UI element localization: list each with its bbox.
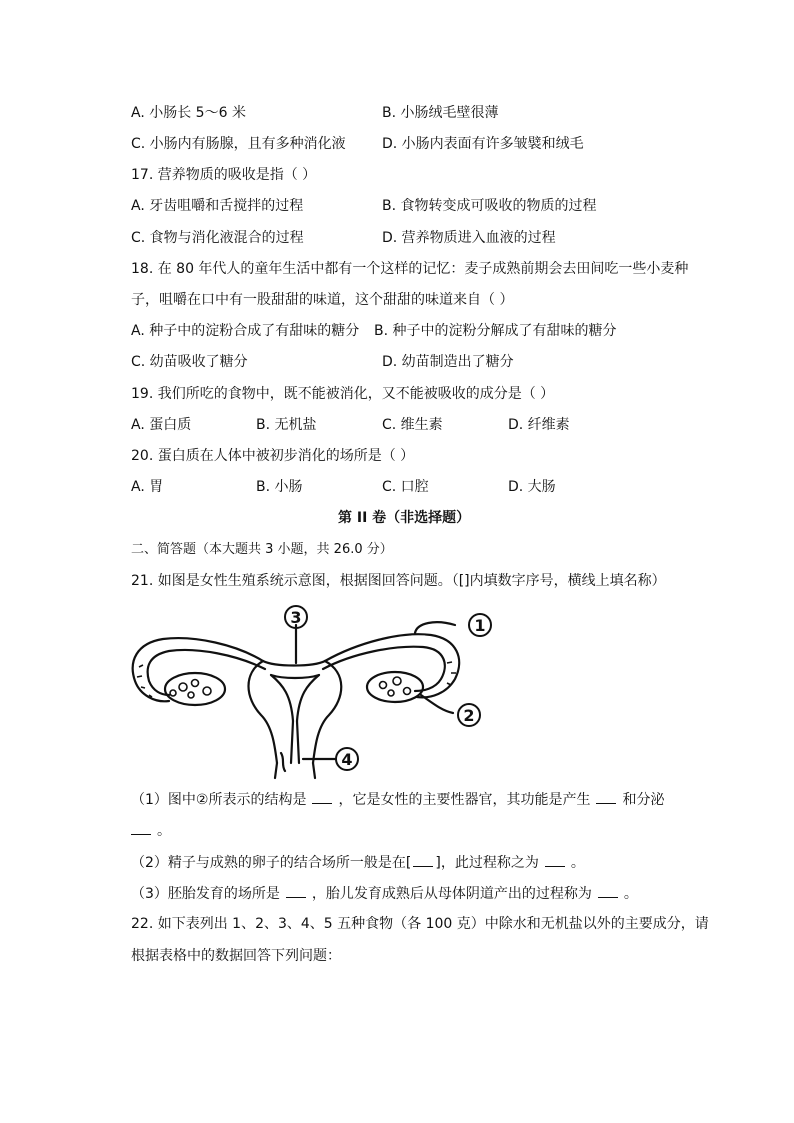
q21-part2-text-a: （2）精子与成熟的卵子的结合场所一般是在[ [131, 855, 412, 871]
answer-blank[interactable] [413, 852, 433, 867]
q19-option-d: D. 纤维素 [508, 417, 570, 433]
q21-part1-text-a: （1）图中②所表示的结构是 [131, 792, 307, 808]
q17-stem: 17. 营养物质的吸收是指（ ） [131, 167, 317, 183]
q18-option-c: C. 幼苗吸收了糖分 [131, 354, 248, 370]
q19-stem: 19. 我们所吃的食物中，既不能被消化，又不能被吸收的成分是（ ） [131, 386, 555, 402]
q16-option-c: C. 小肠内有肠腺，且有多种消化液 [131, 136, 346, 152]
q21-part3-text-a: （3）胚胎发育的场所是 [131, 886, 280, 902]
svg-text:3: 3 [290, 608, 302, 627]
q20-option-d: D. 大肠 [508, 479, 556, 495]
answer-blank[interactable] [312, 789, 332, 804]
q20-option-b: B. 小肠 [256, 479, 303, 495]
q19-option-c: C. 维生素 [382, 417, 443, 433]
q18-option-b: B. 种子中的淀粉分解成了有甜味的糖分 [374, 323, 617, 339]
female-reproductive-system-diagram [125, 603, 510, 781]
q21-part1-text-b: ，它是女性的主要性器官，其功能是产生 [338, 792, 591, 808]
q21-part1-end: 。 [157, 823, 171, 839]
q16-option-a: A. 小肠长 5～6 米 [131, 105, 246, 121]
label-1 [469, 614, 491, 636]
section2-title: 第 II 卷（非选择题） [338, 510, 471, 526]
q17-option-c: C. 食物与消化液混合的过程 [131, 230, 304, 246]
q19-option-b: B. 无机盐 [256, 417, 317, 433]
q22-stem-line1: 22. 如下表列出 1、2、3、4、5 五种食物（各 100 克）中除水和无机盐以外的主要成分，请 [131, 916, 709, 932]
q17-option-d: D. 营养物质进入血液的过程 [382, 230, 556, 246]
q20-option-c: C. 口腔 [382, 479, 429, 495]
answer-blank[interactable] [598, 883, 618, 898]
q18-stem-line1: 18. 在 80 年代人的童年生活中都有一个这样的记忆：麦子成熟前期会去田间吃一些小麦种 [131, 261, 689, 277]
answer-blank[interactable] [286, 883, 306, 898]
q16-option-b: B. 小肠绒毛壁很薄 [382, 105, 499, 121]
label-4 [336, 748, 358, 770]
q16-option-d: D. 小肠内表面有许多皱襞和绒毛 [382, 136, 584, 152]
answer-blank[interactable] [545, 852, 565, 867]
q18-option-a: A. 种子中的淀粉合成了有甜味的糖分 [131, 323, 360, 339]
q21-part1-text-c: 和分泌 [622, 792, 665, 808]
q21-part1 [131, 789, 664, 810]
q22-stem-line2: 根据表格中的数据回答下列问题： [131, 948, 341, 964]
q21-part2-text-b: ]，此过程称之为 [435, 855, 539, 871]
q21-part1-cont [131, 820, 171, 841]
svg-text:1: 1 [474, 616, 486, 635]
q21-part3-end: 。 [623, 886, 638, 902]
answer-blank[interactable] [596, 789, 616, 804]
svg-text:2: 2 [463, 706, 475, 725]
section2-heading: 二、简答题（本大题共 3 小题，共 26.0 分） [131, 542, 393, 557]
q19-option-a: A. 蛋白质 [131, 417, 192, 433]
q21-part2-end: 。 [570, 855, 585, 871]
q21-part3-text-b: ，胎儿发育成熟后从母体阴道产出的过程称为 [311, 886, 592, 902]
label-2 [458, 704, 480, 726]
q21-part2 [131, 852, 585, 873]
q18-option-d: D. 幼苗制造出了糖分 [382, 354, 514, 370]
q17-option-a: A. 牙齿咀嚼和舌搅拌的过程 [131, 198, 304, 214]
answer-blank[interactable] [131, 820, 151, 835]
q18-stem-line2: 子，咀嚼在口中有一股甜甜的味道，这个甜甜的味道来自（ ） [131, 292, 514, 308]
svg-text:4: 4 [341, 750, 353, 769]
q20-stem: 20. 蛋白质在人体中被初步消化的场所是（ ） [131, 448, 415, 464]
q21-part3 [131, 883, 638, 904]
q20-option-a: A. 胃 [131, 479, 164, 495]
q17-option-b: B. 食物转变成可吸收的物质的过程 [382, 198, 597, 214]
q21-stem: 21. 如图是女性生殖系统示意图，根据图回答问题。（[]内填数字序号，横线上填名称） [131, 573, 666, 589]
label-3 [285, 606, 307, 628]
